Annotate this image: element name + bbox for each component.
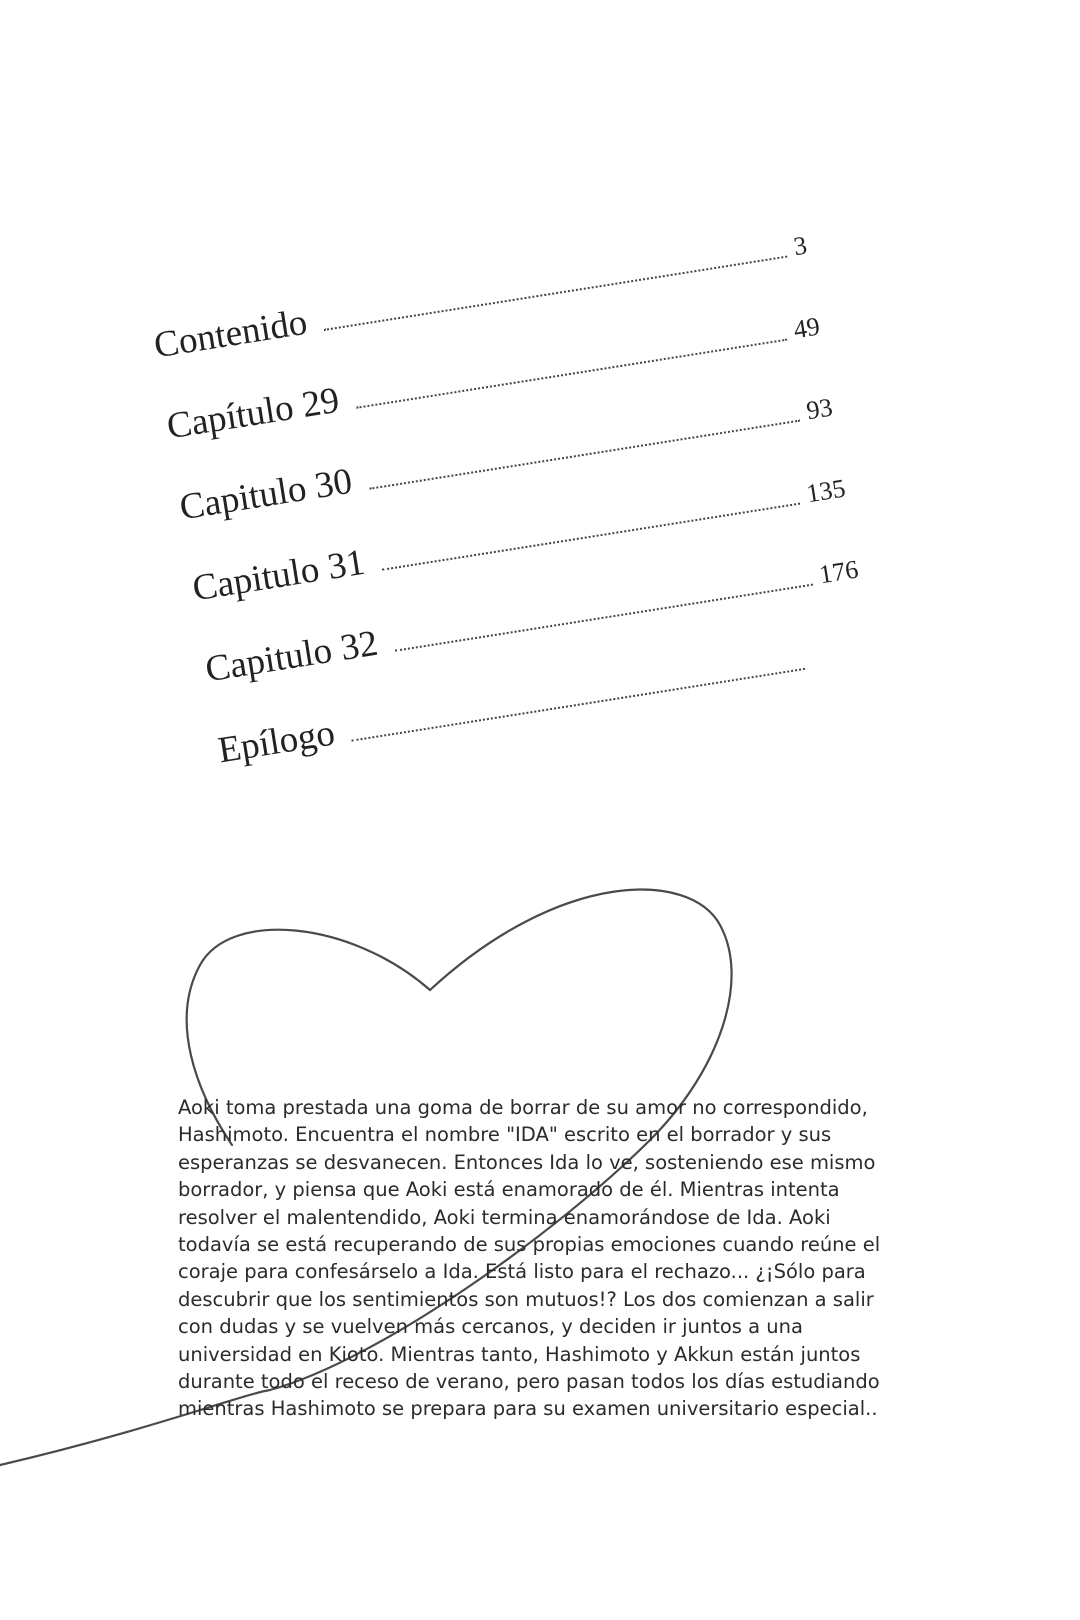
synopsis-line: mientras Hashimoto se prepara para su examen universitario especial.. bbox=[178, 1397, 878, 1421]
toc-title: Capitulo 30 bbox=[176, 460, 355, 529]
synopsis-line: con dudas y se vuelven más cercanos, y deciden ir juntos a una bbox=[178, 1315, 803, 1339]
toc-page-number: 3 bbox=[791, 230, 809, 262]
toc-title: Capitulo 32 bbox=[202, 622, 381, 691]
synopsis-line: Aoki toma prestada una goma de borrar de su amor no correspondido, bbox=[178, 1096, 868, 1119]
toc-title: Capítulo 29 bbox=[164, 379, 343, 448]
toc-title: Capitulo 31 bbox=[189, 541, 368, 610]
synopsis-line: borrador, y piensa que Aoki está enamorado de él. Mientras intenta bbox=[178, 1178, 840, 1202]
synopsis-text bbox=[178, 1094, 948, 1423]
toc-title: Contenido bbox=[151, 301, 310, 367]
synopsis-line: esperanzas se desvanecen. Entonces Ida lo ve, sosteniendo ese mismo bbox=[178, 1150, 876, 1174]
synopsis-line: durante todo el receso de verano, pero pasan todos los días estudiando bbox=[178, 1370, 880, 1394]
toc-title: Epílogo bbox=[215, 712, 338, 772]
synopsis-line: resolver el malentendido, Aoki termina enamorándose de Ida. Aoki bbox=[178, 1205, 831, 1229]
synopsis-line: Hashimoto. Encuentra el nombre "IDA" escrito en el borrador y sus bbox=[178, 1123, 832, 1147]
synopsis-line: coraje para confesárselo a Ida. Está listo para el rechazo... ¿¡Sólo para bbox=[178, 1260, 866, 1284]
synopsis-line: universidad en Kioto. Mientras tanto, Hashimoto y Akkun están juntos bbox=[178, 1342, 861, 1366]
toc-page-number: 49 bbox=[791, 311, 822, 345]
synopsis-line: todavía se está recuperando de sus propias emociones cuando reúne el bbox=[178, 1233, 881, 1257]
toc-page-number: 135 bbox=[804, 473, 848, 509]
synopsis-line: descubrir que los sentimientos son mutuos!? Los dos comienzan a salir bbox=[178, 1287, 874, 1311]
toc-page-number: 93 bbox=[804, 392, 835, 426]
toc-page-number: 176 bbox=[817, 554, 861, 590]
